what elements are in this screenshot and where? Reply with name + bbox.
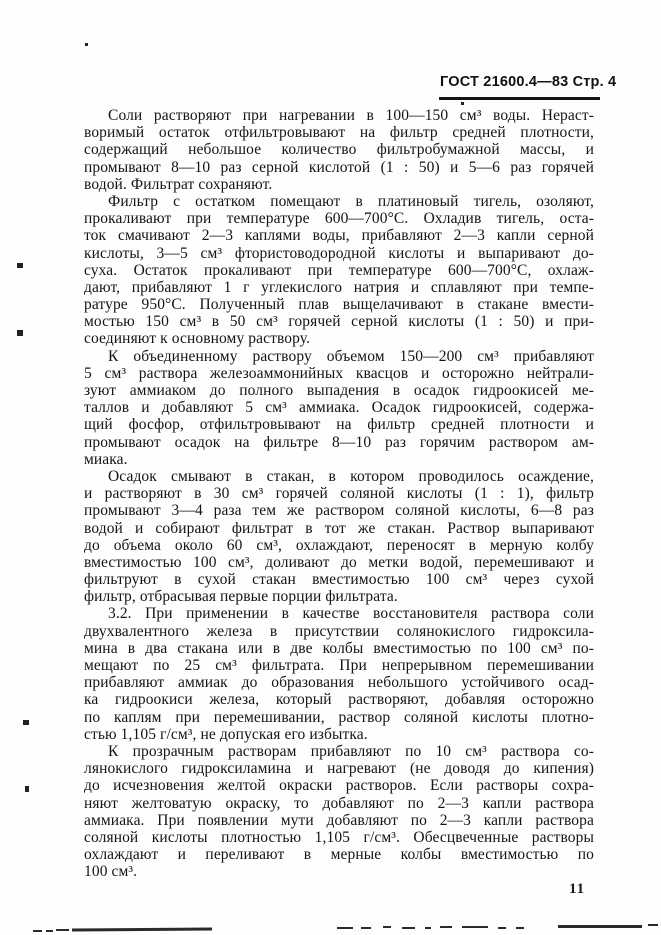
text-line: содержащий небольшое количество фильтробумажной массы, и <box>84 141 594 159</box>
text-line: лянокислого гидроксиламина и нагревают (не доводя до кипения) <box>84 760 594 778</box>
scan-speck <box>461 102 464 105</box>
text-line: ратуре 950°С. Полученный плав выщелачивают в стакане вмести- <box>84 296 594 314</box>
text-line: фильтр, отбрасывая первые порции фильтрата. <box>84 588 398 606</box>
text-line: аммиака. При появлении мути добавляют по 2—3 капли раствора <box>84 811 594 829</box>
text-line: фильтруют в сухой стакан вместимостью 100 см³ через сухой <box>84 571 594 589</box>
scan-mark <box>46 930 53 932</box>
paragraph <box>84 193 594 348</box>
paragraph <box>84 605 594 743</box>
scan-mark <box>498 927 506 929</box>
text-line: промывают 3—4 раза тем же раствором соляной кислоты, 6—8 раз <box>84 502 594 520</box>
text-line: Осадок смывают в стакан, в котором проводилось осаждение, <box>108 467 594 485</box>
text-line: вместимостью 100 см³, доливают до метки водой, перемешивают и <box>84 553 594 571</box>
scan-speck <box>25 786 29 792</box>
scan-speck <box>17 263 23 268</box>
text-line: воримый остаток отфильтровывают на фильтр средней плотности, <box>84 124 594 142</box>
scan-mark <box>402 927 415 929</box>
scan-mark <box>462 926 488 928</box>
text-line: 5 см³ раствора железоаммонийных квасцов и осторожно нейтрали- <box>84 364 594 382</box>
scan-mark <box>648 924 658 926</box>
scan-speck <box>23 720 29 725</box>
paragraph <box>84 107 594 193</box>
text-line: зуют аммиаком до полного выпадения в осадок гидроокисей ме- <box>84 382 594 399</box>
header-underline-rule <box>439 97 600 100</box>
scan-speck <box>85 43 88 46</box>
paragraph <box>84 743 594 881</box>
text-line: охлаждают и переливают в мерные колбы вместимостью по <box>84 846 594 864</box>
text-line: соляной кислоты плотностью 1,105 г/см³. Обесцвеченные растворы <box>84 828 594 846</box>
text-line: таллов и добавляют 5 см³ аммиака. Осадок гидроокисей, содержа- <box>84 399 594 417</box>
text-line: миака. <box>84 450 128 468</box>
scan-mark <box>33 930 42 932</box>
scan-speck <box>17 330 23 336</box>
text-line: двухвалентного железа в присутствии солянокислого гидроксила- <box>84 622 594 640</box>
text-line: до объема около 60 см³, охлаждают, переносят в мерную колбу <box>84 536 594 554</box>
text-line: дают, прибавляют 1 г углекислого натрия и сплавляют при темпе- <box>84 278 594 296</box>
paragraph <box>84 468 594 606</box>
text-line: промывают осадок на фильтре 8—10 раз горячим раствором ам- <box>84 433 594 451</box>
scan-mark <box>425 927 431 929</box>
scan-mark <box>361 927 371 929</box>
text-line: няют желтоватую окраску, то добавляют по 2—3 капли раствора <box>84 794 594 812</box>
scan-mark <box>516 927 524 929</box>
text-line: и растворяют в 30 см³ горячей соляной кислоты (1 : 1), фильтр <box>84 485 594 503</box>
text-line: промывают 8—10 раз серной кислотой (1 : 50) и 5—6 раз горячей <box>84 158 594 176</box>
text-line: водой и собирают фильтрат в тот же стакан. Раствор выпаривают <box>84 519 594 537</box>
scan-mark <box>337 927 353 929</box>
text-line: Соли растворяют при нагревании в 100—150 см³ воды. Нераст- <box>108 107 594 124</box>
scan-mark <box>56 929 69 931</box>
text-line: суха. Остаток прокаливают при температуре 600—700°С, охлаж- <box>84 261 594 279</box>
text-line: кислоты, 3—5 см³ фтористоводородной кислоты и выпаривают до- <box>84 244 594 262</box>
text-line: мостью 150 см³ в 50 см³ горячей серной кислоты (1 : 50) и при- <box>84 313 594 331</box>
text-line: Фильтр с остатком помещают в платиновый тигель, озоляют, <box>108 192 594 210</box>
text-line: до исчезновения желтой окраски растворов. Если растворы сохра- <box>84 777 594 795</box>
text-line: ка гидроокиси железа, который растворяют, добавляя осторожно <box>84 691 594 709</box>
body-text <box>84 107 594 880</box>
page-number: 11 <box>569 881 586 897</box>
scan-mark <box>383 926 391 928</box>
text-line: водой. Фильтрат сохраняют. <box>84 175 273 193</box>
text-line: ток смачивают 2—3 каплями воды, прибавляют 2—3 капли серной <box>84 227 594 245</box>
scan-mark <box>440 926 452 928</box>
scan-mark <box>558 925 642 928</box>
text-line: К прозрачным растворам прибавляют по 10 см³ раствора со- <box>108 742 594 760</box>
scan-mark <box>72 928 212 932</box>
text-line: 3.2. При применении в качестве восстановителя раствора соли <box>108 605 594 623</box>
text-line: 100 см³. <box>84 863 138 881</box>
text-line: щий фосфор, отфильтровывают на фильтр средней плотности и <box>84 416 594 434</box>
text-line: стью 1,105 г/см³, не допуская его избытка. <box>84 725 368 743</box>
paragraph <box>84 348 594 468</box>
text-line: прибавляют аммиак до образования небольшого устойчивого осад- <box>84 674 594 692</box>
text-line: мина в два стакана или в две колбы вместимостью по 100 см³ по- <box>84 639 594 657</box>
document-header: ГОСТ 21600.4—83 Стр. 4 <box>440 74 617 90</box>
text-line: соединяют к основному раствору. <box>84 330 311 348</box>
text-line: по каплям при перемешивании, раствор соляной кислоты плотно- <box>84 708 594 726</box>
text-line: мещают по 25 см³ фильтрата. При непрерывном перемешивании <box>84 657 594 674</box>
text-line: К объединенному раствору объемом 150—200 см³ прибавляют <box>108 347 594 365</box>
text-line: прокаливают при температуре 600—700°С. Охладив тигель, оста- <box>84 210 594 228</box>
